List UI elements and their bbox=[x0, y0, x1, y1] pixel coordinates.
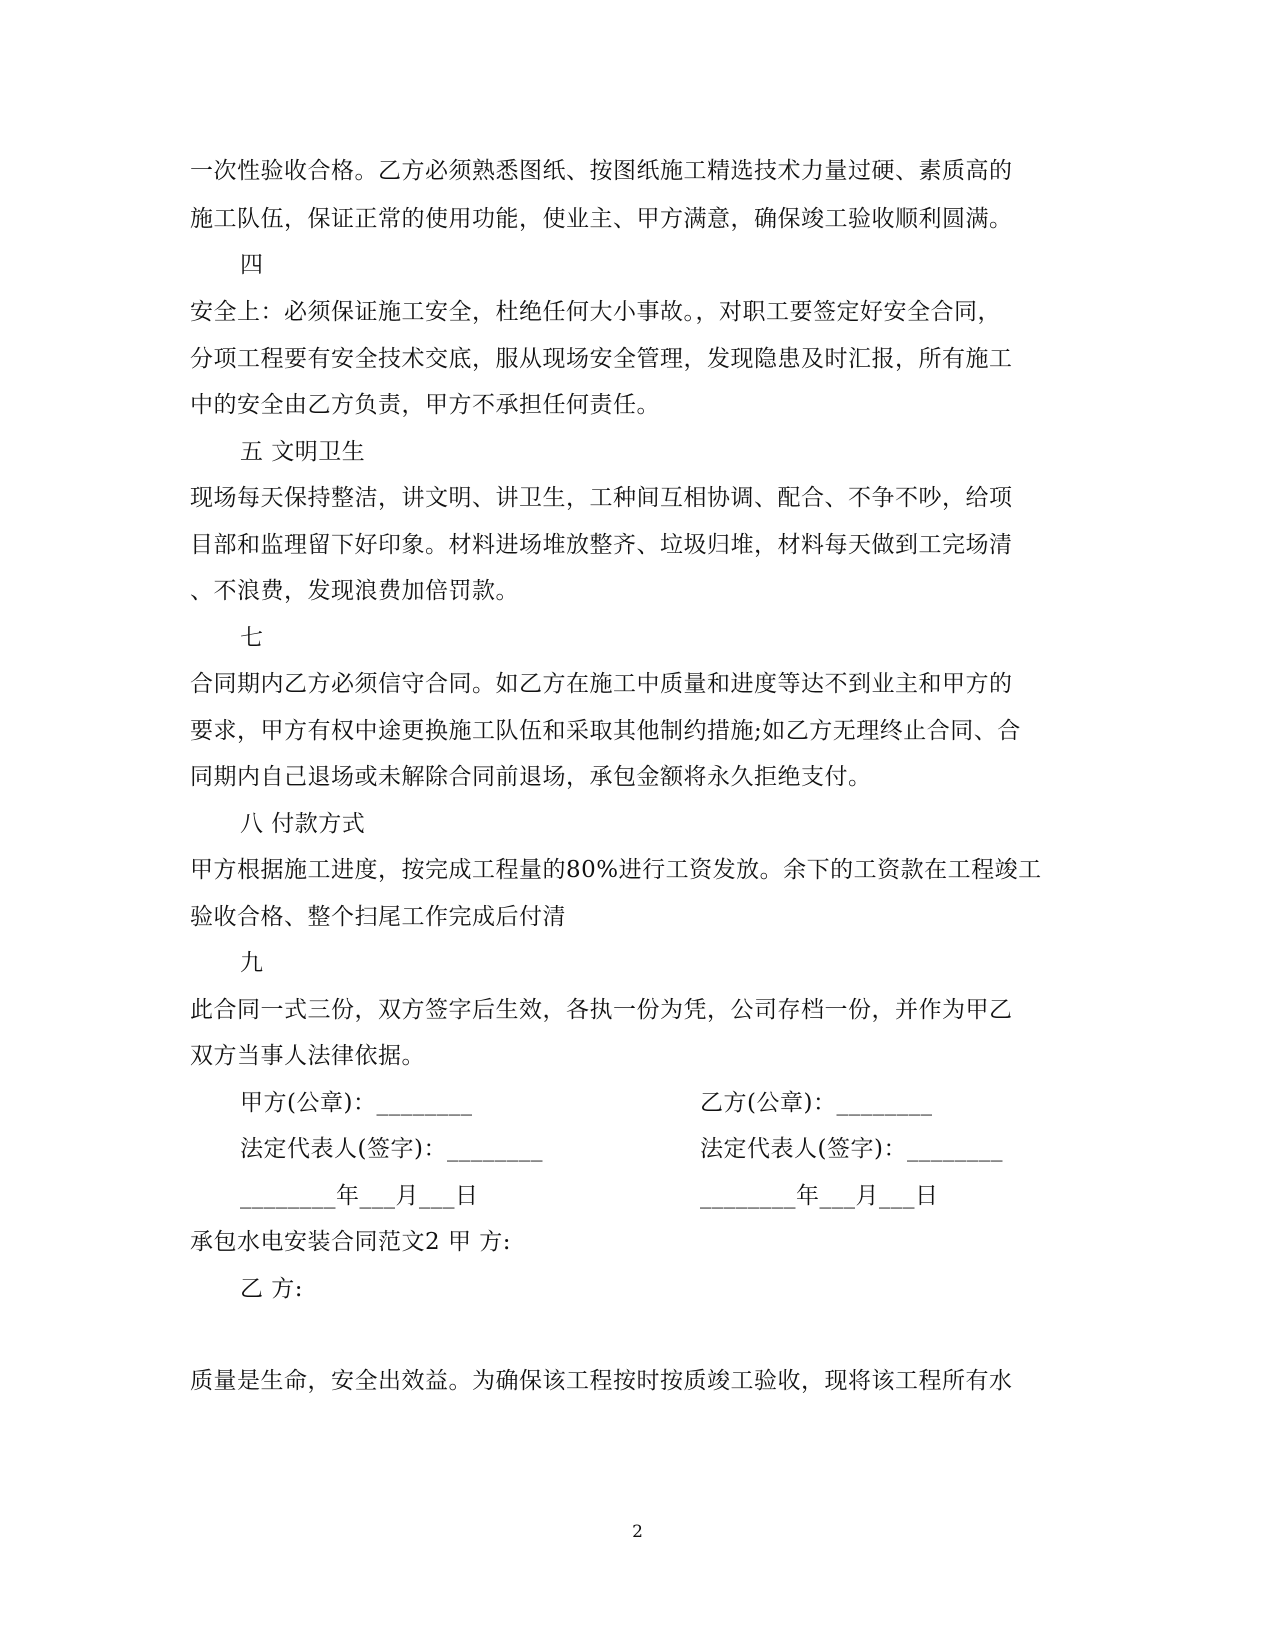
body-line: 甲方根据施工进度，按完成工程量的80%进行工资发放。余下的工资款在工程竣工 bbox=[190, 857, 1042, 883]
party-b-date: ________年___月___日 bbox=[700, 1183, 939, 1209]
body-line: 施工队伍，保证正常的使用功能，使业主、甲方满意，确保竣工验收顺利圆满。 bbox=[190, 206, 1013, 232]
party-b-label: 乙 方: bbox=[240, 1276, 304, 1302]
body-line: 同期内自己退场或未解除合同前退场，承包金额将永久拒绝支付。 bbox=[190, 764, 872, 790]
section-heading-7: 七 bbox=[240, 625, 264, 651]
sample2-heading: 承包水电安装合同范文2 甲 方: bbox=[190, 1229, 512, 1255]
body-line: 质量是生命，安全出效益。为确保该工程按时按质竣工验收，现将该工程所有水 bbox=[190, 1368, 1013, 1394]
body-line: 一次性验收合格。乙方必须熟悉图纸、按图纸施工精选技术力量过硬、素质高的 bbox=[190, 158, 1013, 184]
party-a-seal: 甲方(公章)：________ bbox=[240, 1090, 473, 1116]
page-number: 2 bbox=[632, 1522, 643, 1542]
body-line: 中的安全由乙方负责，甲方不承担任何责任。 bbox=[190, 392, 660, 418]
section-heading-9: 九 bbox=[240, 950, 264, 976]
section-heading-5: 五 文明卫生 bbox=[240, 439, 366, 465]
body-line: 目部和监理留下好印象。材料进场堆放整齐、垃圾归堆，材料每天做到工完场清 bbox=[190, 532, 1013, 558]
party-a-date: ________年___月___日 bbox=[240, 1183, 479, 1209]
party-b-seal: 乙方(公章)：________ bbox=[700, 1090, 933, 1116]
body-line: 合同期内乙方必须信守合同。如乙方在施工中质量和进度等达不到业主和甲方的 bbox=[190, 671, 1013, 697]
section-heading-4: 四 bbox=[240, 252, 264, 278]
section-heading-8: 八 付款方式 bbox=[240, 811, 366, 837]
body-line: 现场每天保持整洁，讲文明、讲卫生，工种间互相协调、配合、不争不吵，给项 bbox=[190, 485, 1013, 511]
party-b-representative: 法定代表人(签字)：________ bbox=[700, 1136, 1003, 1162]
body-line: 分项工程要有安全技术交底，服从现场安全管理，发现隐患及时汇报，所有施工 bbox=[190, 346, 1013, 372]
body-line: 验收合格、整个扫尾工作完成后付清 bbox=[190, 904, 566, 930]
body-line: 、不浪费，发现浪费加倍罚款。 bbox=[190, 578, 519, 604]
party-a-representative: 法定代表人(签字)：________ bbox=[240, 1136, 543, 1162]
body-line: 双方当事人法律依据。 bbox=[190, 1043, 425, 1069]
body-line: 安全上：必须保证施工安全，杜绝任何大小事故。，对职工要签定好安全合同， bbox=[190, 299, 1001, 325]
body-line: 此合同一式三份，双方签字后生效，各执一份为凭，公司存档一份，并作为甲乙 bbox=[190, 997, 1013, 1023]
body-line: 要求，甲方有权中途更换施工队伍和采取其他制约措施;如乙方无理终止合同、合 bbox=[190, 718, 1021, 744]
